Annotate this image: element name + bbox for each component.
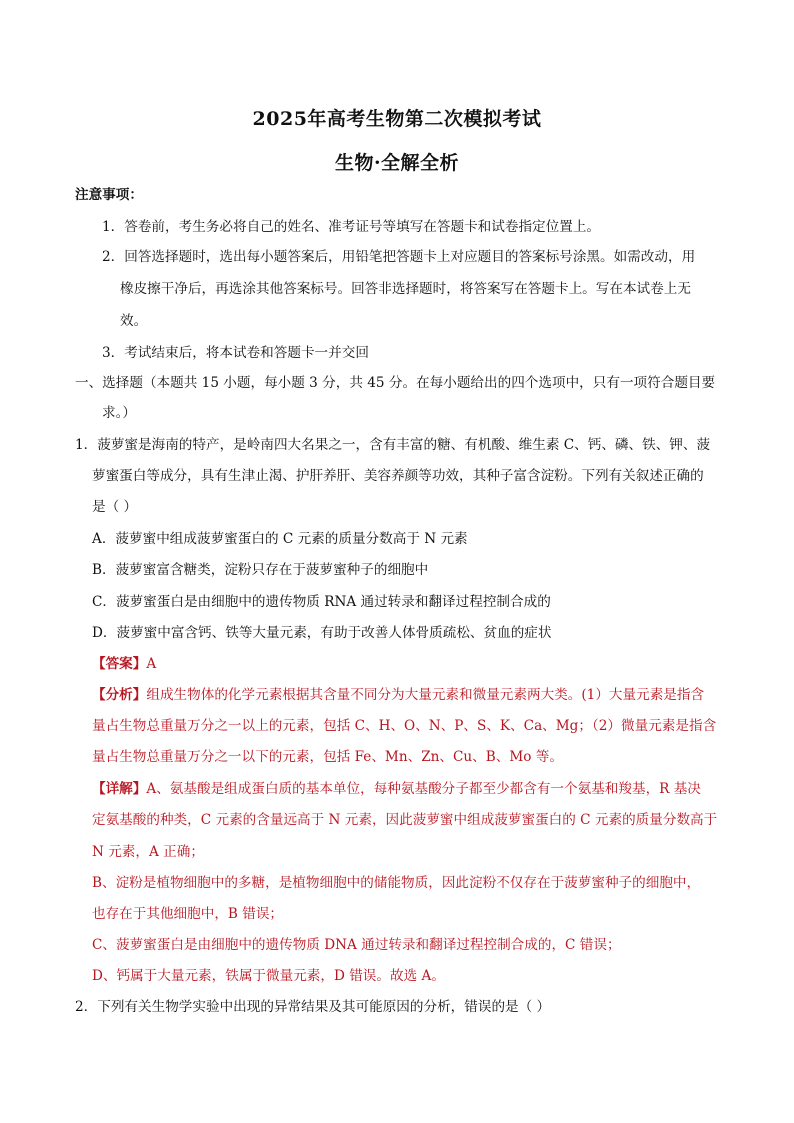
notice-item-1: 1．答卷前，考生务必将自己的姓名、准考证号等填写在答题卡和试卷指定位置上。	[102, 219, 601, 235]
answer-tag: 【答案】	[92, 656, 147, 672]
detail-line-7: D、钙属于大量元素，铁属于微量元素，D 错误。故选 A。	[92, 968, 445, 984]
question-1-stem-line-3: 是（ ）	[92, 499, 138, 515]
notice-item-3: 3．考试结束后，将本试卷和答题卡一并交回	[102, 345, 369, 361]
question-2-stem-line-1: 2．下列有关生物学实验中出现的异常结果及其可能原因的分析，错误的是（ ）	[75, 999, 551, 1015]
answer-block	[92, 655, 156, 673]
answer-value: A	[146, 656, 157, 672]
question-1-option-b: B．菠萝蜜富含糖类，淀粉只存在于菠萝蜜种子的细胞中	[92, 562, 429, 578]
section-heading-line-1: 一、选择题（本题共 15 小题，每小题 3 分，共 45 分。在每小题给出的四个选项中，只有一项符合题目要	[75, 375, 716, 391]
notice-item-2-line-2: 橡皮擦干净后，再选涂其他答案标号。回答非选择题时，将答案写在答题卡上。写在本试卷上无	[120, 281, 691, 297]
analysis-tag: 【分析】	[92, 687, 147, 703]
analysis-text-1: 组成生物体的化学元素根据其含量不同分为大量元素和微量元素两大类。(1）大量元素是指含	[146, 687, 705, 703]
notice-item-2-line-1: 2．回答选择题时，选出每小题答案后，用铅笔把答题卡上对应题目的答案标号涂黑。如需改动，用	[102, 249, 696, 265]
detail-line-1	[92, 780, 701, 798]
detail-line-6: C、菠萝蜜蛋白是由细胞中的遗传物质 DNA 通过转录和翻译过程控制合成的，C 错误；	[92, 937, 621, 953]
analysis-line-2: 量占生物总重量万分之一以上的元素，包括 C、H、O、N、P、S、K、Ca、Mg；（2）微量元素是指含	[92, 718, 717, 734]
question-1-option-d: D．菠萝蜜中富含钙、铁等大量元素，有助于改善人体骨质疏松、贫血的症状	[92, 625, 552, 641]
detail-line-2: 定氨基酸的种类，C 元素的含量远高于 N 元素，因此菠萝蜜中组成菠萝蜜蛋白的 C 元素的质量分数高于	[92, 812, 718, 828]
question-1-stem-line-2: 萝蜜蛋白等成分，具有生津止渴、护肝养肝、美容养颜等功效，其种子富含淀粉。下列有关叙述正确的	[92, 468, 704, 484]
page-subtitle: 生物·全解全析	[334, 152, 460, 174]
notice-item-2-line-3: 效。	[120, 313, 148, 329]
detail-line-4: B、淀粉是植物细胞中的多糖，是植物细胞中的储能物质，因此淀粉不仅存在于菠萝蜜种子的细胞中，	[92, 875, 701, 891]
detail-text-1: A、氨基酸是组成蛋白质的基本单位，每种氨基酸分子都至少都含有一个氨基和羧基，R 基决	[146, 781, 701, 797]
question-1-option-c: C．菠萝蜜蛋白是由细胞中的遗传物质 RNA 通过转录和翻译过程控制合成的	[92, 594, 551, 610]
analysis-line-1	[92, 686, 704, 704]
detail-tag: 【详解】	[92, 781, 147, 797]
detail-line-5: 也存在于其他细胞中，B 错误；	[92, 906, 284, 922]
page-title: 2025年高考生物第二次模拟考试	[252, 108, 542, 130]
analysis-line-3: 量占生物总重量万分之一以下的元素，包括 Fe、Mn、Zn、Cu、B、Mo 等。	[92, 749, 563, 765]
detail-line-3: N 元素，A 正确；	[92, 844, 204, 860]
question-1-stem-line-1: 1．菠萝蜜是海南的特产，是岭南四大名果之一，含有丰富的糖、有机酸、维生素 C、钙、磷、铁、钾、菠	[75, 437, 711, 453]
question-1-option-a: A．菠萝蜜中组成菠萝蜜蛋白的 C 元素的质量分数高于 N 元素	[92, 531, 468, 547]
notice-heading: 注意事项：	[75, 187, 143, 203]
section-heading-line-2: 求。）	[102, 405, 136, 421]
